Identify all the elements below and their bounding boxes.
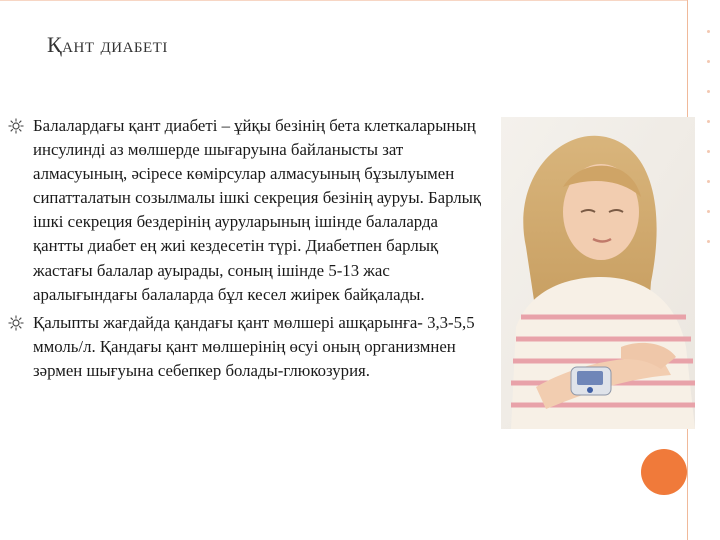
bullet-text-2: Қалыпты жағдайда қандағы қант мөлшері ашқарынға- 3,3-5,5 ммоль/л. Қандағы қант мөлшерінің өсуі оның организмнен зәрмен шығуына себепкер болады-глюкозурия. — [33, 312, 475, 380]
bullet-text-1: Балалардағы қант диабеті – ұйқы безінің бета клеткаларының инсулинді аз мөлшерде шығаруына байланысты зат алмасуының, әсіресе көмірсулар алмасуының бұзылуымен сипатталатын созылмалы ішкі секреция безінің ауруы. Барлық ішкі секреция бездерінің ауруларының ішінде балаларда қантты диабет ең жиі кездесетін түрі. Диабетпен барлық жастағы балалар ауырады, соның ішінде 5-13 жас аралығындағы балаларда бұл кесел жиірек байқалады. — [33, 116, 482, 304]
slide-title: Қант диабеті — [47, 32, 168, 57]
bullet-item-2 — [0, 311, 490, 383]
sunburst-bullet-icon — [8, 315, 24, 331]
bullet-item-1 — [0, 114, 490, 307]
sunburst-bullet-icon — [8, 118, 24, 134]
girl-glucometer-photo — [501, 117, 695, 429]
bullet-list — [0, 114, 490, 383]
accent-circle — [641, 449, 687, 495]
decorative-dot-strip — [696, 0, 720, 540]
